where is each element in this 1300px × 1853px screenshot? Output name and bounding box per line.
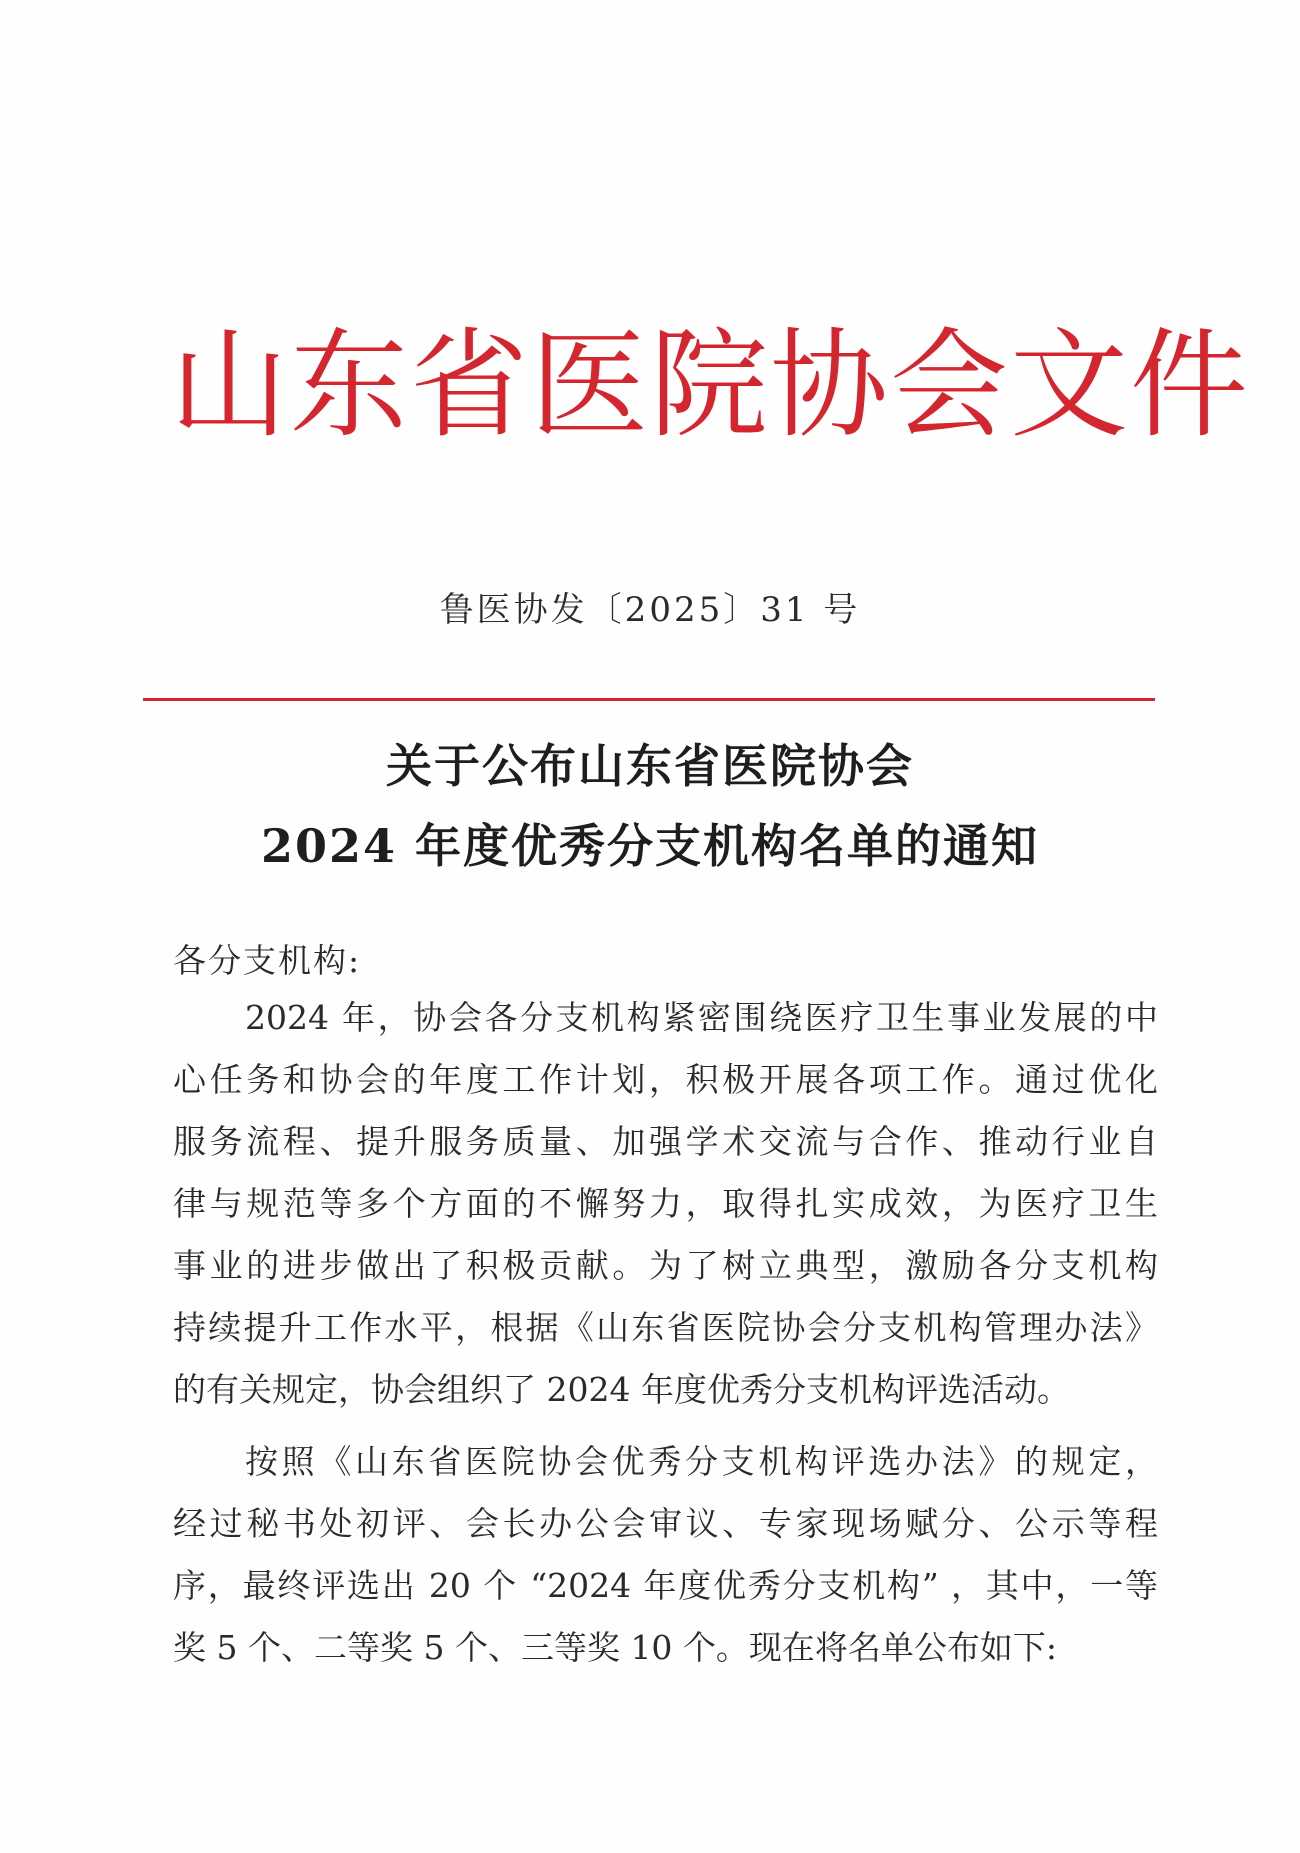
document-number: 鲁医协发〔2025〕31 号: [439, 590, 861, 630]
org-document-header: 山东省医院协会文件: [170, 316, 1251, 454]
paragraph-line: 持续提升工作水平，根据《山东省医院协会分支机构管理办法》: [173, 1308, 1158, 1347]
paragraph-line: 奖 5 个、二等奖 5 个、三等奖 10 个。现在将名单公布如下:: [173, 1628, 1058, 1667]
paragraph-line: 心任务和协会的年度工作计划，积极开展各项工作。通过优化: [173, 1060, 1158, 1099]
paragraph-line: 按照《山东省医院协会优秀分支机构评选办法》的规定，: [245, 1442, 1158, 1481]
salutation: 各分支机构:: [173, 941, 362, 980]
paragraph-line: 事业的进步做出了积极贡献。为了树立典型，激励各分支机构: [173, 1246, 1158, 1285]
paragraph-line: 序，最终评选出 20 个 “2024 年度优秀分支机构” ，其中，一等: [173, 1566, 1158, 1605]
paragraph-line: 2024 年，协会各分支机构紧密围绕医疗卫生事业发展的中: [245, 998, 1158, 1037]
paragraph-line: 的有关规定，协会组织了 2024 年度优秀分支机构评选活动。: [173, 1370, 1070, 1409]
notice-title-line-1: 关于公布山东省医院协会: [386, 739, 914, 793]
paragraph-line: 经过秘书处初评、会长办公会审议、专家现场赋分、公示等程: [173, 1504, 1158, 1543]
notice-title-line-2: 2024 年度优秀分支机构名单的通知: [260, 819, 1040, 873]
red-divider-line: [143, 698, 1155, 701]
paragraph-line: 律与规范等多个方面的不懈努力，取得扎实成效，为医疗卫生: [173, 1184, 1158, 1223]
paragraph-line: 服务流程、提升服务质量、加强学术交流与合作、推动行业自: [173, 1122, 1158, 1161]
